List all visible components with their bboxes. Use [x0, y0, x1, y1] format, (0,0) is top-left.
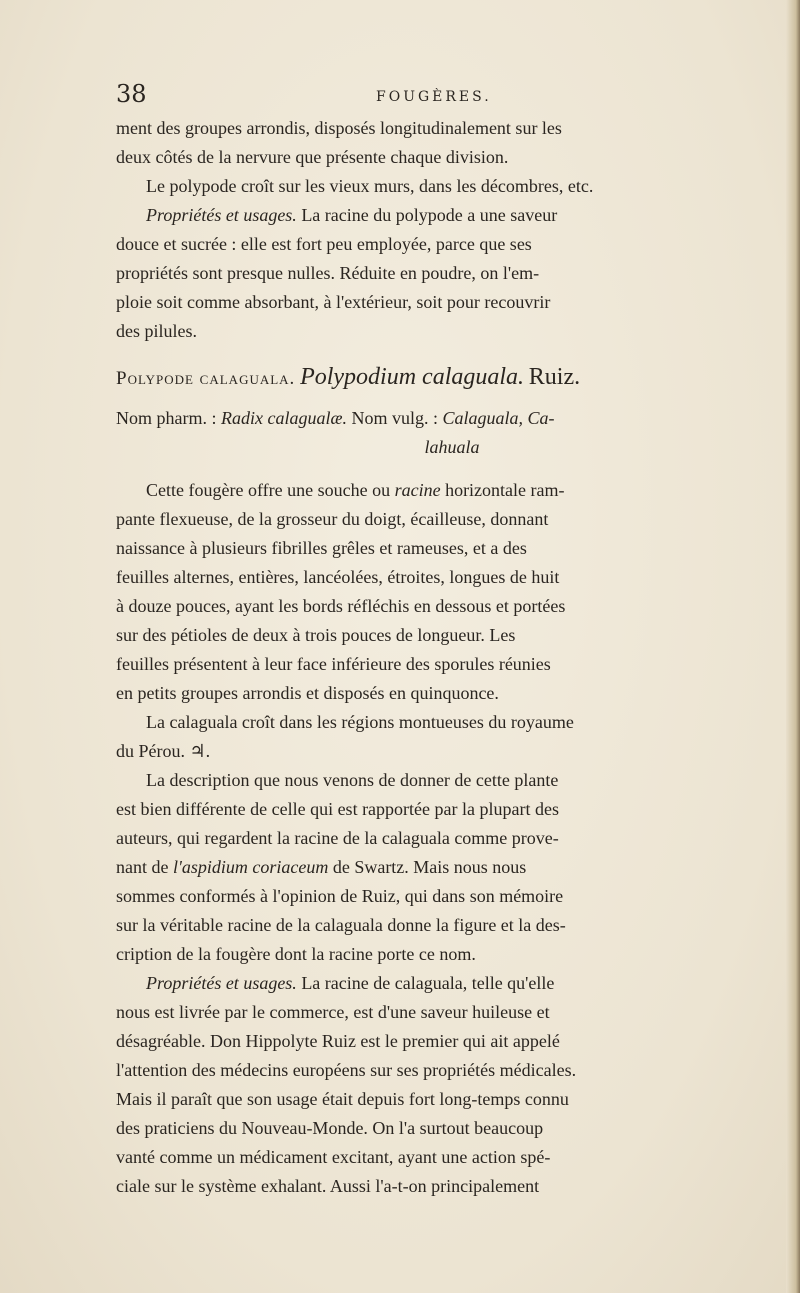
text-line: naissance à plusieurs fibrilles grêles et rameuses, et a des [116, 538, 527, 558]
text-line: en petits groupes arrondis et disposés en quinquonce. [116, 683, 499, 703]
page-edge [786, 0, 800, 1293]
text-line: auteurs, qui regardent la racine de la calaguala comme prove- [116, 828, 559, 848]
text-line: douce et sucrée : elle est fort peu employée, parce que ses [116, 234, 532, 254]
text-line: Cette fougère offre une souche ou racine horizontale ram- [146, 480, 565, 500]
names-line: lahuala [424, 437, 480, 457]
section-title-latin: Polypodium calaguala. [300, 364, 525, 390]
body-text [116, 114, 788, 1201]
text-line: Mais il paraît que son usage était depuis fort long-temps connu [116, 1089, 569, 1109]
text-line: l'attention des médecins européens sur ses propriétés médicales. [116, 1060, 577, 1080]
text-line: du Pérou. ♃. [116, 741, 211, 761]
text-line: vanté comme un médicament excitant, ayant une action spé- [116, 1147, 551, 1167]
text-line: feuilles alternes, entières, lancéolées, étroites, longues de huit [116, 567, 560, 587]
text-line: feuilles présentent à leur face inférieure des sporules réunies [116, 654, 551, 674]
text-line: ment des groupes arrondis, disposés longitudinalement sur les [116, 118, 562, 138]
text-line: sur la véritable racine de la calaguala donne la figure et la des- [116, 915, 566, 935]
text-line: à douze pouces, ayant les bords réfléchis en dessous et portées [116, 596, 566, 616]
text-line: Propriétés et usages. La racine de calaguala, telle qu'elle [146, 973, 555, 993]
text-line: propriétés sont presque nulles. Réduite en poudre, on l'em- [116, 263, 540, 283]
running-title: FOUGÈRES. [376, 89, 492, 105]
subheading-properties: Propriétés et usages. [146, 205, 297, 225]
text-line: désagréable. Don Hippolyte Ruiz est le premier qui ait appelé [116, 1031, 560, 1051]
text-line: des pilules. [116, 321, 197, 341]
text-line: La calaguala croît dans les régions montueuses du royaume [146, 712, 574, 732]
section-title [116, 363, 788, 392]
text-line: ploie soit comme absorbant, à l'extérieur, soit pour recouvrir [116, 292, 551, 312]
text-line: Propriétés et usages. La racine du polypode a une saveur [146, 205, 558, 225]
habitat-line: Le polypode croît sur les vieux murs, dans les décombres, etc. [146, 176, 594, 196]
text-line: est bien différente de celle qui est rapportée par la plupart des [116, 799, 559, 819]
names-line: Nom pharm. : Radix calagualæ. Nom vulg. : Calaguala, Ca- [116, 408, 555, 428]
text-line: ciale sur le système exhalant. Aussi l'a-t-on principalement [116, 1176, 540, 1196]
text-line: cription de la fougère dont la racine porte ce nom. [116, 944, 476, 964]
text-line: des praticiens du Nouveau-Monde. On l'a surtout beaucoup [116, 1118, 544, 1138]
text-line: sommes conformés à l'opinion de Ruiz, qui dans son mémoire [116, 886, 564, 906]
text-line: nant de l'aspidium coriaceum de Swartz. Mais nous nous [116, 857, 527, 877]
text-line: La description que nous venons de donner de cette plante [146, 770, 559, 790]
subheading-properties: Propriétés et usages. [146, 973, 297, 993]
page-header [0, 80, 800, 112]
section-title-author: Ruiz. [528, 364, 581, 390]
text-line: nous est livrée par le commerce, est d'une saveur huileuse et [116, 1002, 550, 1022]
text-line: pante flexueuse, de la grosseur du doigt, écailleuse, donnant [116, 509, 549, 529]
text-line: sur des pétioles de deux à trois pouces de longueur. Les [116, 625, 516, 645]
page-number: 38 [116, 80, 147, 108]
section-title-common: Polypode calaguala. [116, 368, 296, 389]
text-line: deux côtés de la nervure que présente chaque division. [116, 147, 509, 167]
